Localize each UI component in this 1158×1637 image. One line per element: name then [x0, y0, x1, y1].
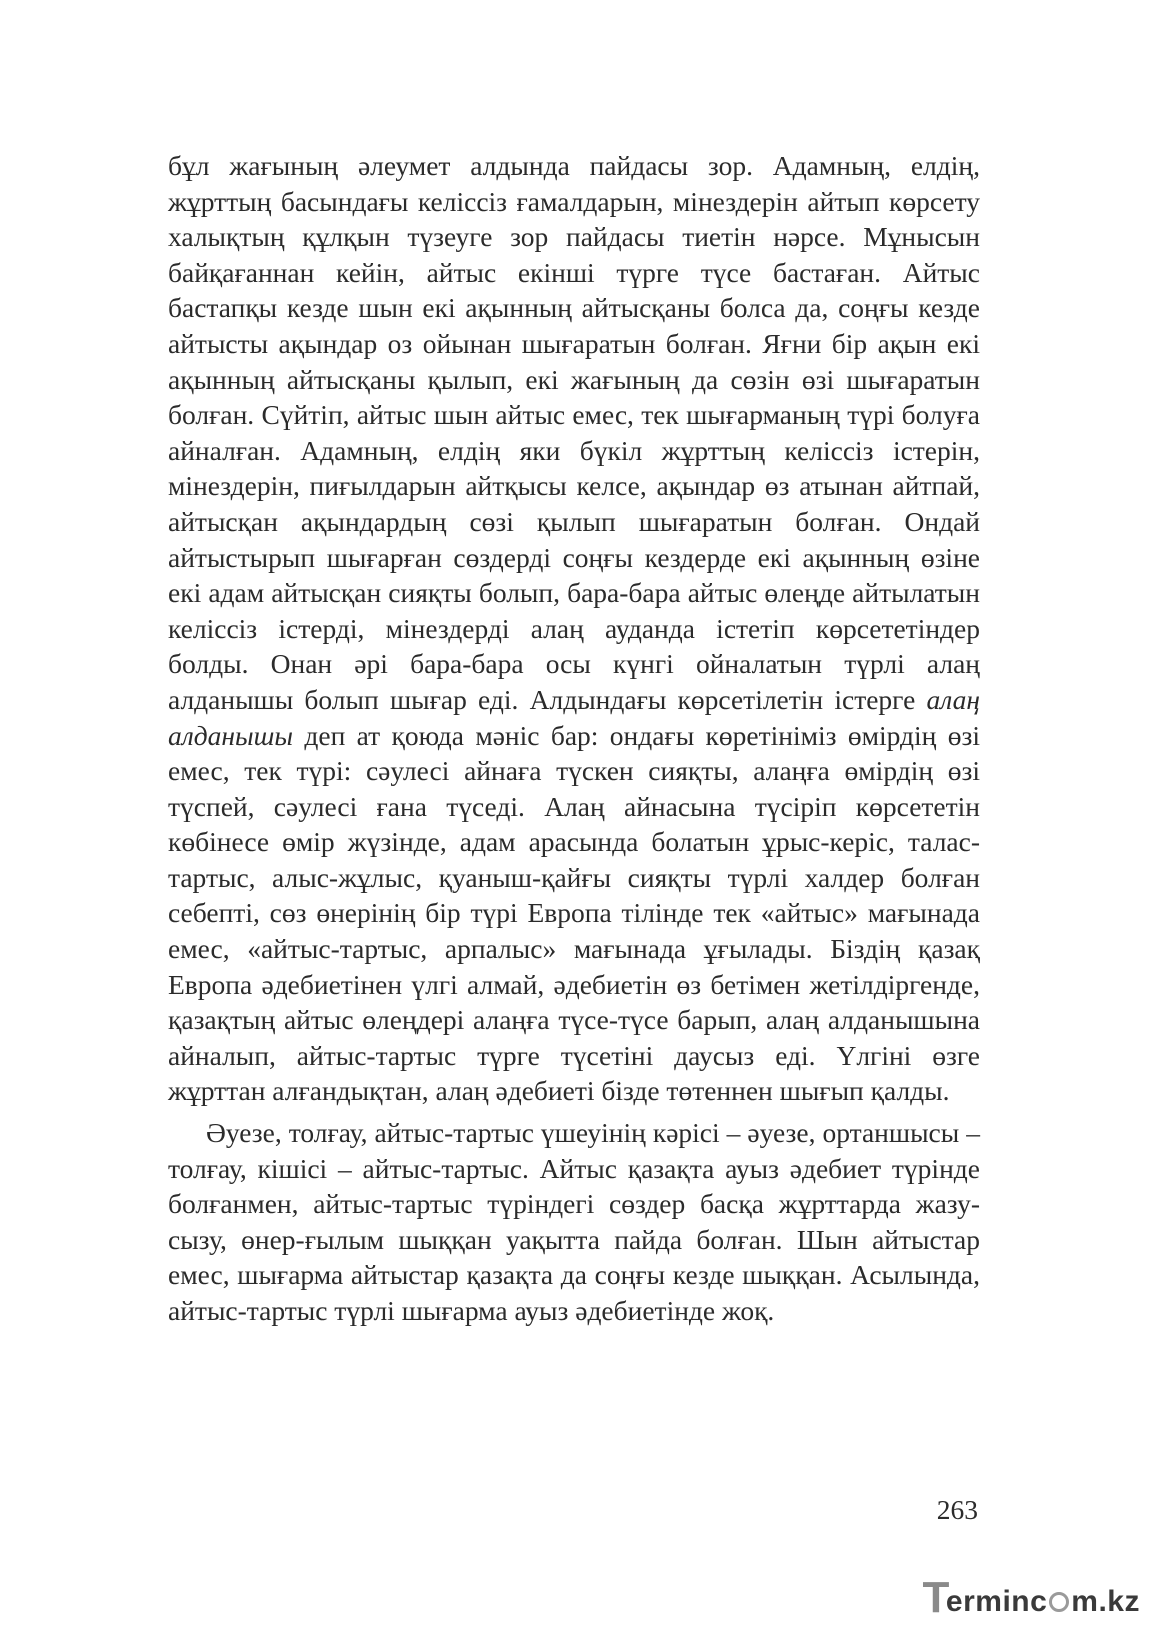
page-number: 263	[936, 1494, 978, 1525]
paragraph-1-text: бұл жағының әлеумет алдында пайдасы зор. Адамның, елдің, жұрттың басындағы келіссіз ғамалдарын, мінездерін айтып көрсету халықтың құлқын түзеуге зор пайдасы тиетін нәрсе. Мұнысын байқағаннан кейін, айтыс екінші түрге түсе бастаған. Айтыс бастапқы кезде шын екі ақынның айтысқаны болса да, соңғы кезде айтысты ақындар оз ойынан шығаратын болған. Яғни бір ақын екі ақынның айтысқаны қылып, екі жағының да сөзін өзі шығаратын болған. Сүйтіп, айтыс шын айтыс емес, тек шығарманың түрі болуға айналған. Адамның, елдің яки бүкіл жұрттың келіссіз істерін, мінездерін, пиғылдарын айтқысы келсе, ақындар өз атынан айтпай, айтысқан ақындардың сөзі қылып шығаратын болған. Ондай айтыстырып шығарған сөздерді соңғы кездерде екі ақынның өзіне екі адам айтысқан сияқты болып, бара-бара айтыс өлеңде айтылатын келіссіз істерді, мінездерді алаң ауданда істетіп көрсететіндер болды. Онан әрі бара-бара осы күнгі ойналатын түрлі алаң алданышы болып шығар еді. Алдындағы көрсетілетін істерге	[168, 150, 980, 715]
italic-term: алаң алданышы	[168, 683, 980, 751]
paragraph-1-text-continued: деп ат қоюда мәніс бар: ондағы көретініміз өмірдің өзі емес, тек түрі: сәулесі айнаға түскен сияқты, алаңға өмірдің өзі түспей, сәулесі ғана түседі. Алаң айнасына түсіріп көрсететін көбінесе өмір жүзінде, адам арасында болатын ұрыс-керіс, талас-тартыс, алыс-жұлыс, қуаныш-қайғы сияқты түрлі халдер болған себепті, сөз өнерінің бір түрі Европа тілінде тек «айтыс» мағынада емес, «айтыс-тартыс, арпалыс» мағынада ұғылады. Біздің қазақ Европа әдебиетінен үлгі алмай, әдебиетін өз бетімен жетілдіргенде, қазақтың айтыс өлеңдері алаңға түсе-түсе барып, алаң алданышына айналып, айтыс-тартыс түрге түсетіні даусыз еді. Үлгіні өзге жұрттан алғандықтан, алаң әдебиеті бізде төтеннен шығып қалды.	[168, 719, 980, 1107]
body-text	[168, 148, 980, 1329]
paragraph-1	[168, 148, 980, 1109]
paragraph-2-text: Әуезе, толғау, айтыс-тартыс үшеуінің кәрісі – әуезе, ортаншысы – толғау, кішісі – айтыс-тартыс. Айтыс қазақта ауыз әдебиет түрінде болғанмен, айтыс-тартыс түріндегі сөздер басқа жұрттарда жазу-сызу, өнер-ғылым шыққан уақытта пайда болған. Шын айтыстар емес, шығарма айтыстар қазақта да соңғы кезде шыққан. Асылында, айтыс-тартыс түрлі шығарма ауыз әдебиетінде жоқ.	[168, 1117, 980, 1326]
logo-ring-icon	[1049, 1592, 1069, 1612]
paragraph-2	[168, 1115, 980, 1329]
logo-text-part: erminc	[945, 1585, 1048, 1618]
termincom-logo	[922, 1573, 1140, 1623]
logo-letter-t: T	[922, 1573, 950, 1622]
logo-domain: m.kz	[1071, 1585, 1140, 1618]
